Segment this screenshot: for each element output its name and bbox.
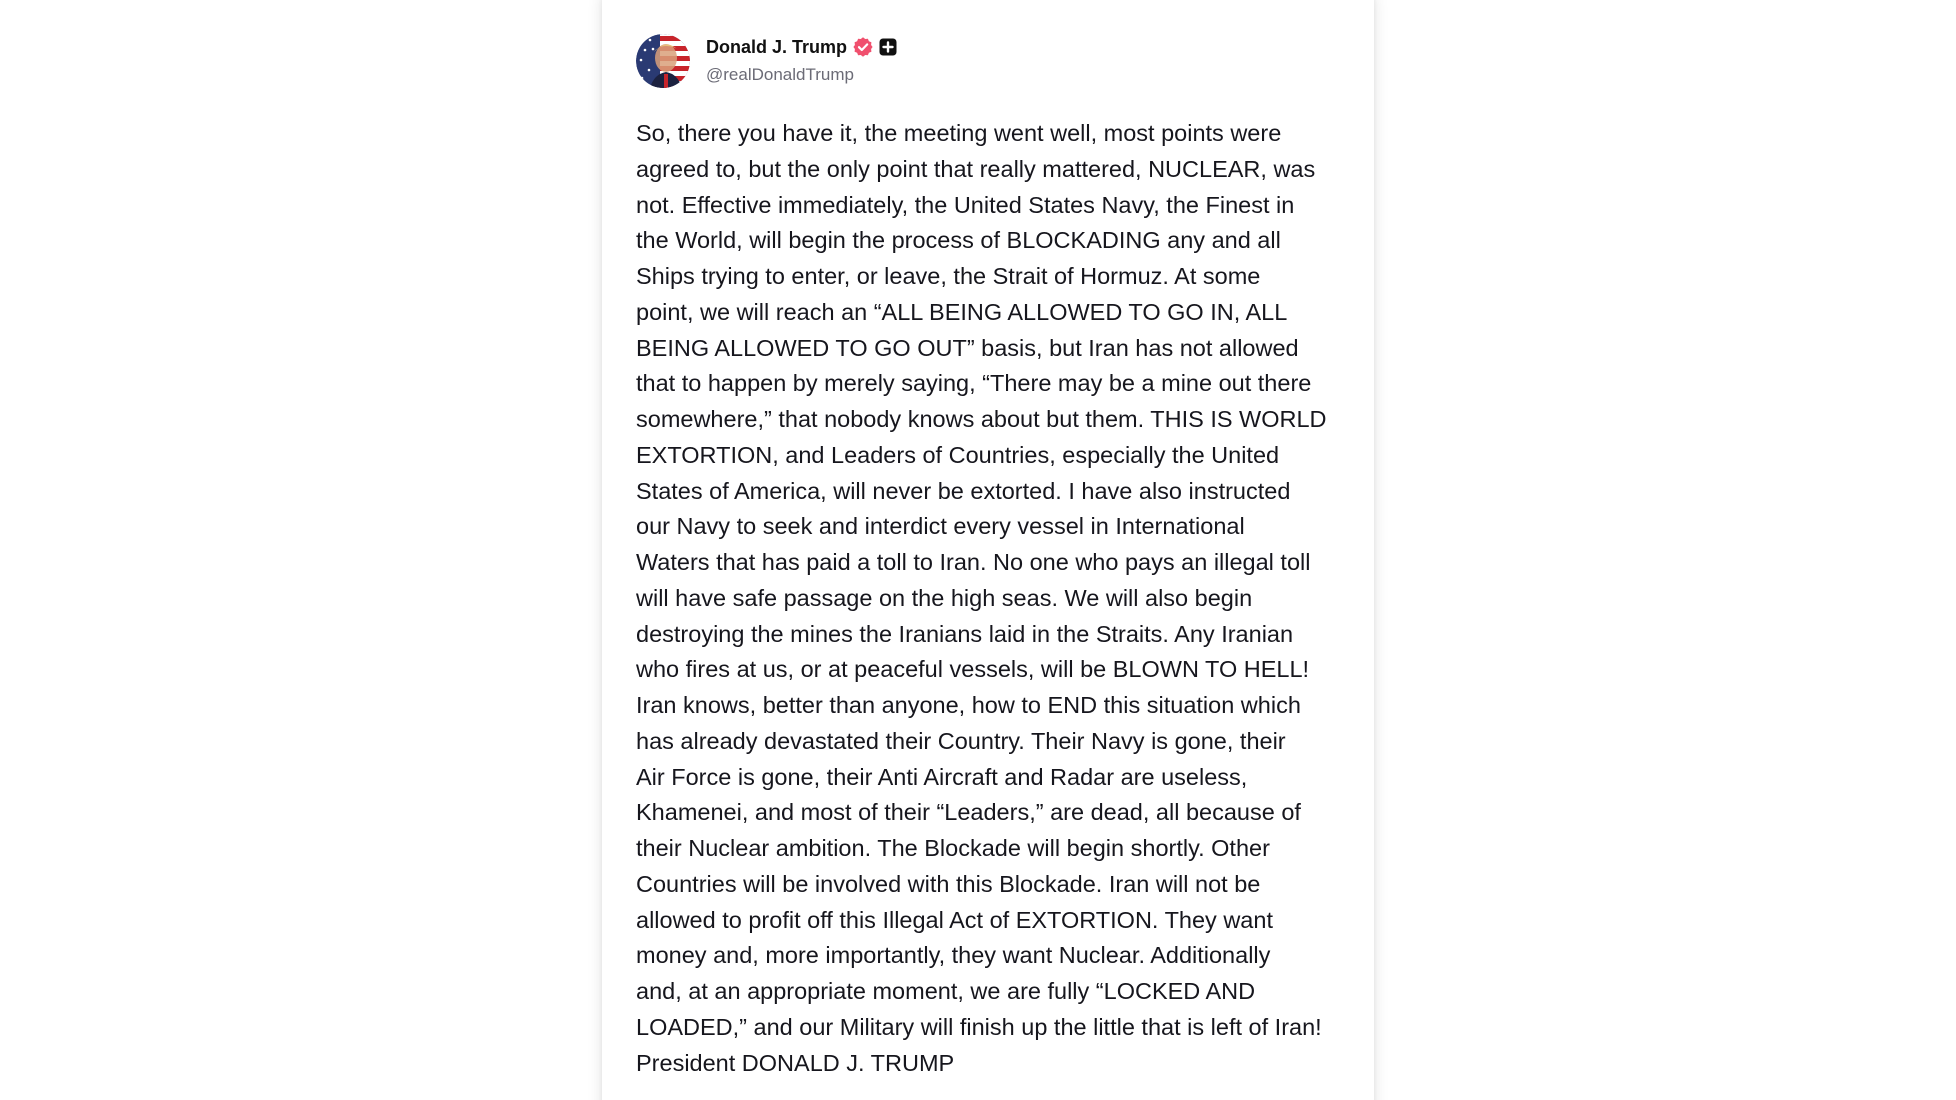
avatar-image <box>636 34 690 88</box>
post-body-text: So, there you have it, the meeting went well, most points were agreed to, but the only point that really mattered, NUCLEAR, was not. Effective immediately, the United States Navy, the Finest in the World, will begin the process of BLOCKADING any and all Ships trying to enter, or leave, the Strait of Hormuz. At some point, we will reach an “ALL BEING ALLOWED TO GO IN, ALL BEING ALLOWED TO GO OUT” basis, but Iran has not allowed that to happen by merely saying, “There may be a mine out there somewhere,” that nobody knows about but them. THIS IS WORLD EXTORTION, and Leaders of Countries, especially the United States of America, will never be extorted. I have also instructed our Navy to seek and interdict every vessel in International Waters that has paid a toll to Iran. No one who pays an illegal toll will have safe passage on the high seas. We will also begin destroying the mines the Iranians laid in the Straits. Any Iranian who fires at us, or at peaceful vessels, will be BLOWN TO HELL! Iran knows, better than anyone, how to END this situation which has already devastated their Country. Their Navy is gone, their Air Force is gone, their Anti Aircraft and Radar are useless, Khamenei, and most of their “Leaders,” are dead, all because of their Nuclear ambition. The Blockade will begin shortly. Other Countries will be involved with this Blockade. Iran will not be allowed to profit off this Illegal Act of EXTORTION. They want money and, more importantly, they want Nuclear. Additionally and, at an appropriate moment, we are fully “LOCKED AND LOADED,” and our Military will finish up the little that is left of Iran! President DONALD J. TRUMP <box>636 120 1327 1076</box>
post-card <box>602 0 1374 1100</box>
author-identity <box>706 35 897 87</box>
author-display-name[interactable]: Donald J. Trump <box>706 37 848 57</box>
verified-check-icon <box>853 37 873 57</box>
author-name-row <box>706 35 897 59</box>
avatar[interactable] <box>636 34 690 88</box>
post-header <box>636 34 897 88</box>
plus-badge-icon <box>879 38 897 56</box>
author-handle[interactable]: @realDonaldTrump <box>706 65 854 84</box>
